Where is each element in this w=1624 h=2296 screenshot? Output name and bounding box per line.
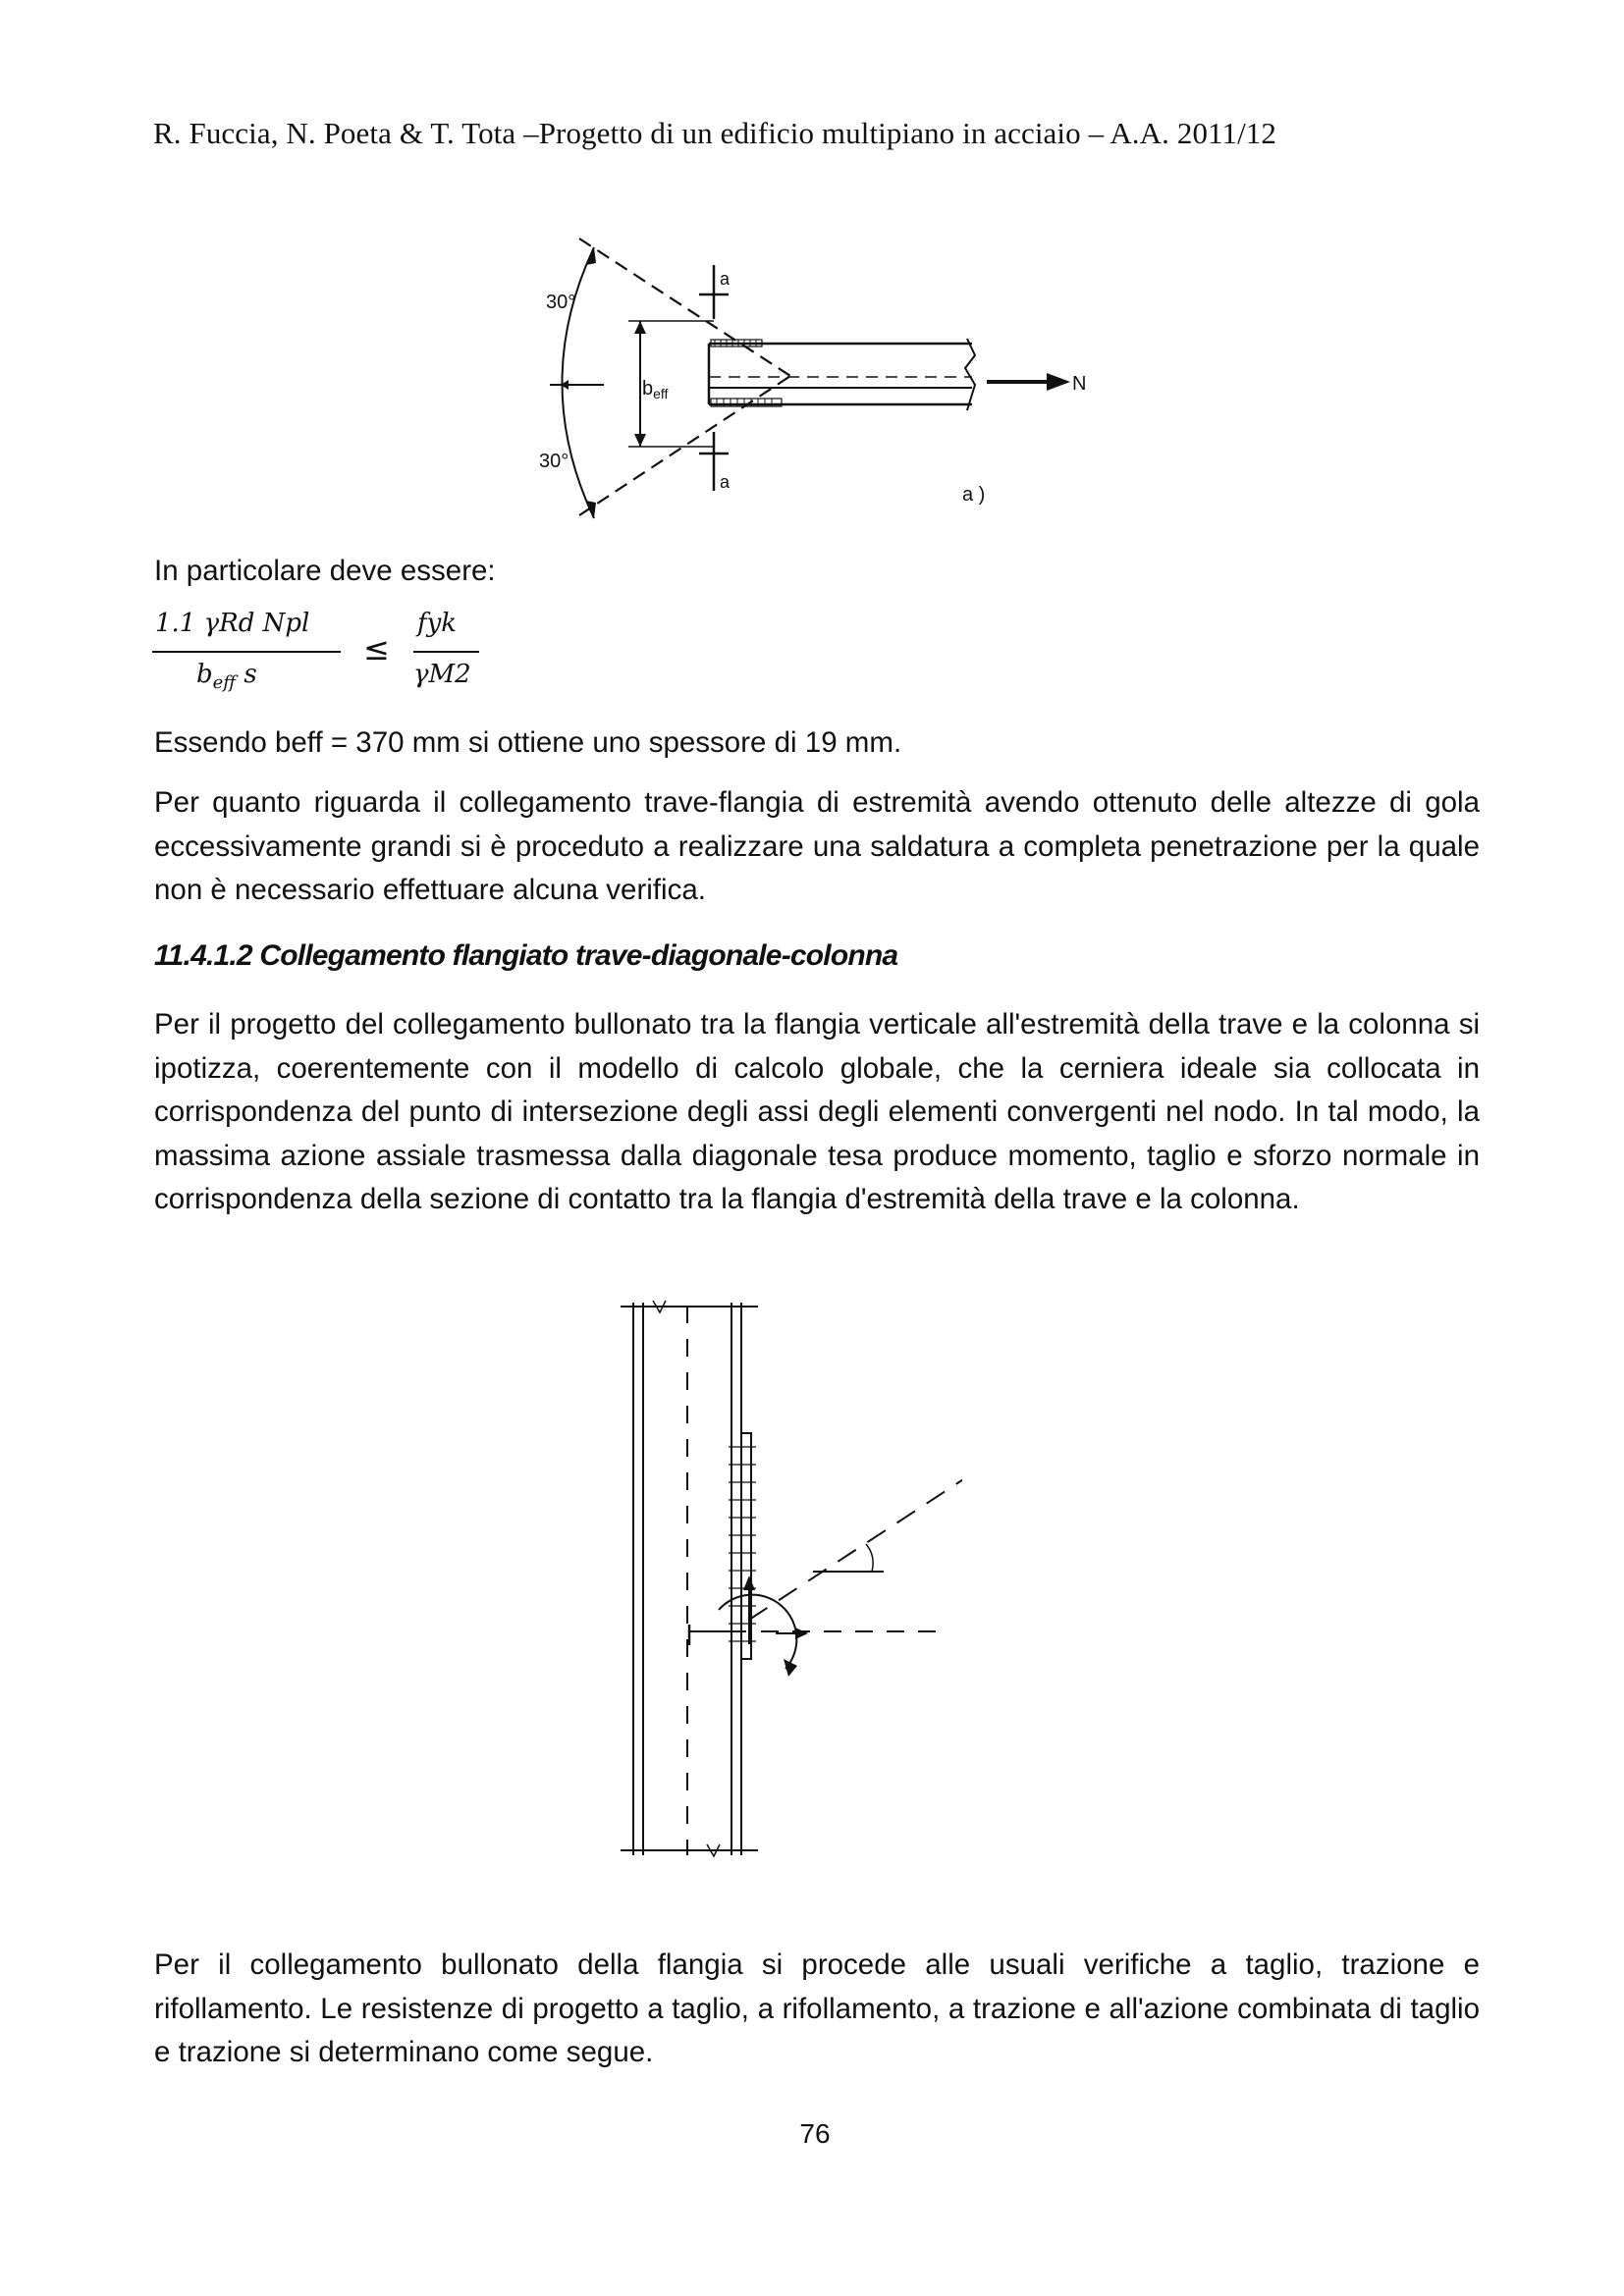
beff-label: $b_{eff}$ bbox=[642, 378, 669, 401]
formula-lhs-numerator: 1.1 γRd Npl bbox=[155, 609, 310, 638]
paragraph-weld: Per quanto riguarda il collegamento trave-flangia di estremità avendo ottenuto delle altezze di gola eccessivamente grandi si è proceduto a realizzare una saldatura a completa penetrazione per la quale non è necessario effettuare alcuna verifica. bbox=[154, 786, 1480, 906]
section-heading: 11.4.1.2 Collegamento flangiato trave-diagonale-colonna bbox=[154, 939, 898, 972]
formula-rhs-numerator: fyk bbox=[417, 609, 458, 638]
formula-lhs-fraction-bar bbox=[152, 651, 341, 653]
formula-rhs-fraction-bar bbox=[413, 651, 479, 653]
spread-line-top bbox=[579, 239, 790, 376]
gusset-effective-width-figure bbox=[530, 228, 1100, 542]
spread-line-bottom bbox=[579, 376, 790, 515]
page-number: 76 bbox=[799, 2118, 831, 2149]
figure-caption: a ) bbox=[962, 484, 986, 506]
paragraph-connection: Per il progetto del collegamento bullonato tra la flangia verticale all'estremità della trave e la colonna si ipotizza, coerentemente con il modello di calcolo globale, che la cerniera ideale sia collocata in corrispondenza del punto di intersezione degli assi degli elementi convergenti nel nodo. In tal modo, la massima azione assiale trasmessa dalla diagonale tesa produce momento, taglio e sforzo normale in corrispondenza della sezione di contatto tra la flangia d'estremità della trave e la colonna. bbox=[154, 1008, 1480, 1215]
formula bbox=[152, 601, 515, 699]
paragraph-thickness: Essendo beff = 370 mm si ottiene uno spessore di 19 mm. bbox=[154, 726, 902, 759]
diagonal-axis bbox=[749, 1470, 962, 1620]
section-label-top: a bbox=[720, 269, 731, 289]
intro-text: In particolare deve essere: bbox=[154, 555, 496, 587]
angle-bottom-label: 30° bbox=[539, 451, 569, 472]
formula-relation: ≤ bbox=[363, 630, 390, 667]
column-flange-connection-figure bbox=[609, 1296, 962, 1865]
formula-lhs-denominator: $b_{eff}$ s bbox=[196, 660, 257, 693]
formula-rhs-denominator: γM2 bbox=[413, 660, 471, 689]
angle-top-label: 30° bbox=[546, 292, 576, 313]
paragraph-bolted: Per il collegamento bullonato della flangia si procede alle usuali verifiche a taglio, trazione e rifollamento. Le resistenze di progetto a taglio, a rifollamento, a trazione e all'azione combinata di taglio e trazione si determinano come segue. bbox=[154, 1949, 1480, 2068]
force-label: N bbox=[1072, 373, 1087, 395]
section-label-bottom: a bbox=[720, 472, 731, 492]
page-header: R. Fuccia, N. Poeta & T. Tota –Progetto di un edificio multipiano in acciaio – A.A. 2011/12 bbox=[153, 116, 1277, 150]
